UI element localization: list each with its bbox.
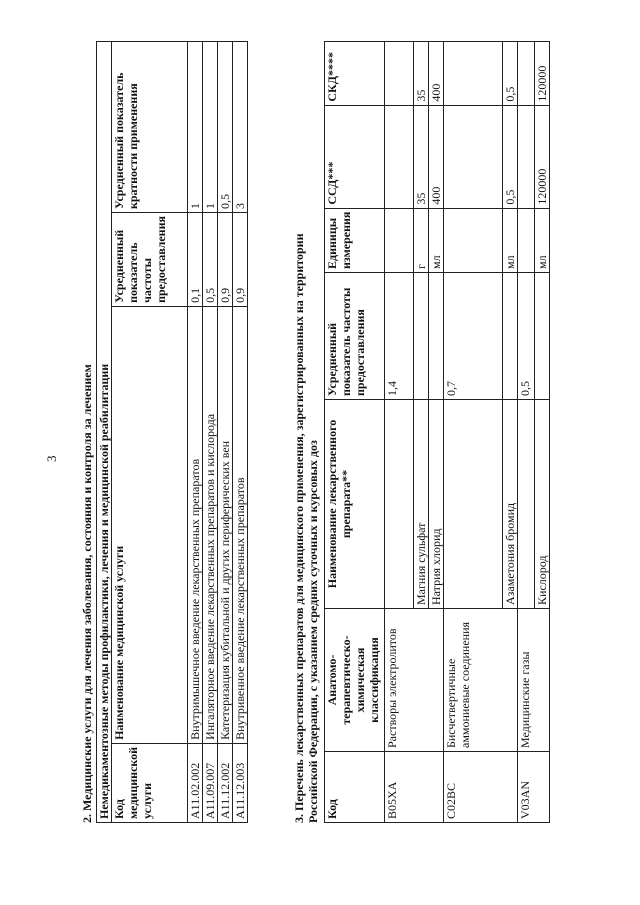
table-row	[385, 42, 414, 823]
service-code: A11.02.002	[188, 743, 203, 822]
drug-name: Натрия хлорид	[429, 400, 444, 609]
service-freq: 0,5	[203, 213, 218, 307]
section3-title-line2: Российской Федерации, с указанием средних суточных и курсовых доз	[306, 440, 320, 823]
drug-atc: Медицинские газы	[518, 609, 550, 752]
services-subheader: Немедикаментозные методы профилактики, лечения и медицинской реабилитации	[97, 42, 112, 823]
drug-code: C02BC	[444, 752, 518, 823]
col-drug-unit: Единицы измерения	[325, 208, 385, 272]
table-row	[188, 42, 203, 823]
service-freq: 0,1	[188, 213, 203, 307]
col-service-name: Наименование медицинской услуги	[112, 306, 188, 743]
drug-atc: Бисчетвертичные аммониевые соединения	[444, 609, 518, 752]
table-row	[518, 42, 535, 823]
page-number: 3	[44, 455, 59, 462]
section2-title: 2. Медицинские услуги для лечения заболевания, состояния и контроля за лечением	[80, 364, 94, 823]
drug-name: Кислород	[535, 400, 550, 609]
drug-name: Магния сульфат	[414, 400, 429, 609]
col-drug-atc: Анатомо-терапевтическо-химическая классификация	[325, 609, 385, 752]
service-mult: 0,5	[218, 42, 233, 213]
drug-ssd: 400	[429, 105, 444, 208]
table-row	[444, 42, 503, 823]
service-code: A11.12.002	[218, 743, 233, 822]
col-drug-freq: Усредненный показатель частоты предоставления	[325, 273, 385, 400]
service-mult: 1	[203, 42, 218, 213]
drug-freq: 0,5	[518, 273, 535, 400]
drug-skd: 35	[414, 42, 429, 106]
drug-unit: мл	[503, 208, 518, 272]
service-mult: 3	[233, 42, 248, 213]
service-name: Катетеризация кубитальной и других периферических вен	[218, 306, 233, 743]
col-drug-ssd: ССД***	[325, 105, 385, 208]
service-freq: 0,9	[233, 213, 248, 307]
section3-title-line1: 3. Перечень лекарственных препаратов для медицинского применения, зарегистрированных на территории	[292, 233, 306, 823]
drug-ssd: 0,5	[503, 105, 518, 208]
drug-skd: 120000	[535, 42, 550, 106]
col-drug-name: Наименование лекарственного препарата**	[325, 400, 385, 609]
drug-unit: мл	[429, 208, 444, 272]
drug-atc: Растворы электролитов	[385, 609, 444, 752]
drug-freq: 1,4	[385, 273, 414, 400]
service-name: Внутримышечное введение лекарственных препаратов	[188, 306, 203, 743]
drug-unit: мл	[535, 208, 550, 272]
service-name: Ингаляторное введение лекарственных препаратов и кислорода	[203, 306, 218, 743]
table-row	[218, 42, 233, 823]
drug-code: B05XA	[385, 752, 444, 823]
drug-ssd: 120000	[535, 105, 550, 208]
drugs-table	[324, 41, 550, 823]
drug-unit: г	[414, 208, 429, 272]
table-row	[233, 42, 248, 823]
service-name: Внутривенное введение лекарственных препаратов	[233, 306, 248, 743]
drug-skd: 0,5	[503, 42, 518, 106]
drug-skd: 400	[429, 42, 444, 106]
services-table	[96, 41, 248, 823]
col-drug-code: Код	[325, 752, 385, 823]
col-service-mult: Усредненный показатель кратности применения	[112, 42, 188, 213]
drug-code: V03AN	[518, 752, 550, 823]
drug-name: Азаметония бромид	[503, 400, 518, 609]
drug-freq: 0,7	[444, 273, 503, 400]
service-freq: 0,9	[218, 213, 233, 307]
service-code: A11.09.007	[203, 743, 218, 822]
col-drug-skd: СКД****	[325, 42, 385, 106]
service-mult: 1	[188, 42, 203, 213]
drug-ssd: 35	[414, 105, 429, 208]
table-row	[203, 42, 218, 823]
service-code: A11.12.003	[233, 743, 248, 822]
col-service-code: Код медицинской услуги	[112, 743, 188, 822]
col-service-freq: Усредненный показатель частоты предоставления	[112, 213, 188, 307]
